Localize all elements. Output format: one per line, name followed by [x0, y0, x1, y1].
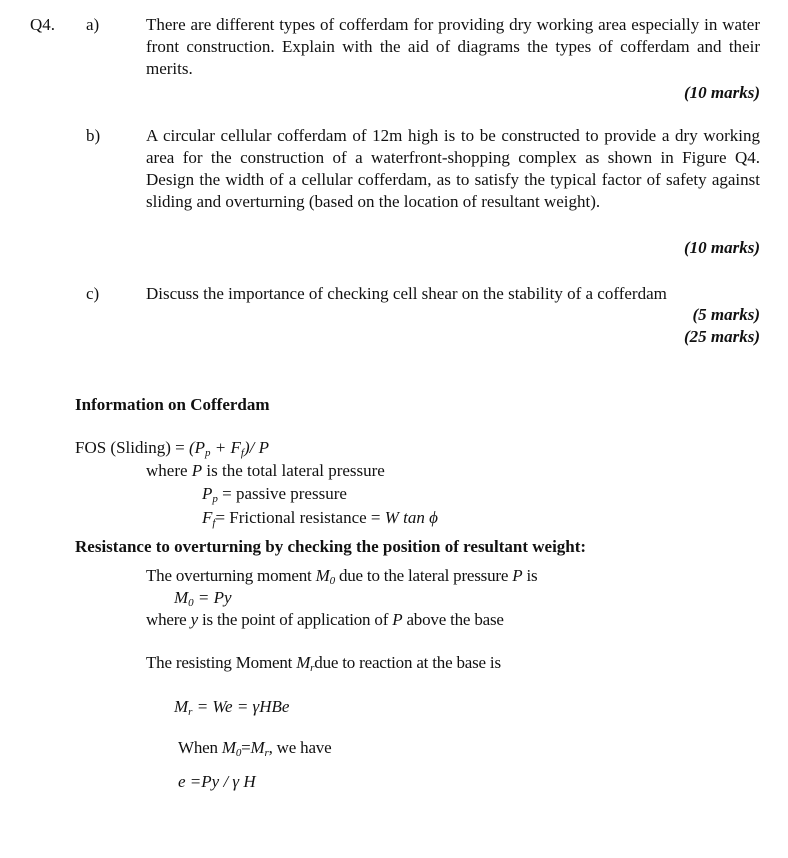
m0-equation: $M_0 = Py$	[174, 588, 232, 609]
part-b-text: A circular cellular cofferdam of 12m high is to be constructed to provide a dry working area for the construction of a waterfront-shopping complex as shown in Figure Q4. Design the width of a cellular cofferdam, as to satisfy the typical factor of safety against sliding and overturning (based on the location of resultant weight).	[146, 126, 760, 211]
part-a-marks: (10 marks)	[683, 83, 760, 102]
part-c-text: Discuss the importance of checking cell shear on the stability of a cofferdam	[146, 284, 667, 303]
overturning-moment-line: The overturning moment $M_0$ due to the lateral pressure P is	[146, 566, 538, 587]
e-equation: e =Py / γ H	[178, 772, 256, 791]
where-p-line: where P is the total lateral pressure	[146, 461, 385, 480]
fos-lhs: FOS (Sliding) =	[75, 438, 189, 457]
total-marks: (25 marks)	[683, 327, 760, 346]
part-b-marks: (10 marks)	[683, 238, 760, 257]
where-y-line: where y is the point of application of P above the base	[146, 610, 504, 629]
question-number: Q4.	[30, 15, 56, 34]
fos-equation	[75, 437, 269, 459]
part-a-text: There are different types of cofferdam for providing dry working area especially in water front construction. Explain with the aid of diagrams the types of cofferdam and their merits.	[146, 15, 760, 78]
resisting-moment-line: The resisting Moment $M_rdue$ to reaction at the base is	[146, 653, 501, 674]
frictional-resistance-line: $F_f=$ Frictional resistance = W tan ϕ	[202, 508, 438, 529]
mr-equation: $M_r = We = \gamma HBe$	[174, 697, 290, 718]
part-a-label: a)	[86, 15, 100, 34]
info-heading: Information on Cofferdam	[75, 395, 270, 414]
when-line: When $M_0=M_r$, we have	[178, 738, 332, 759]
part-c-label: c)	[86, 284, 100, 303]
fos-rhs: $(P_p + F_f)/$ P	[188, 438, 269, 459]
part-b-label: b)	[86, 126, 101, 145]
part-c-marks: (5 marks)	[692, 305, 760, 324]
passive-pressure-line: $P_p$ = passive pressure	[202, 484, 347, 505]
overturning-heading: Resistance to overturning by checking the position of resultant weight:	[75, 537, 587, 556]
